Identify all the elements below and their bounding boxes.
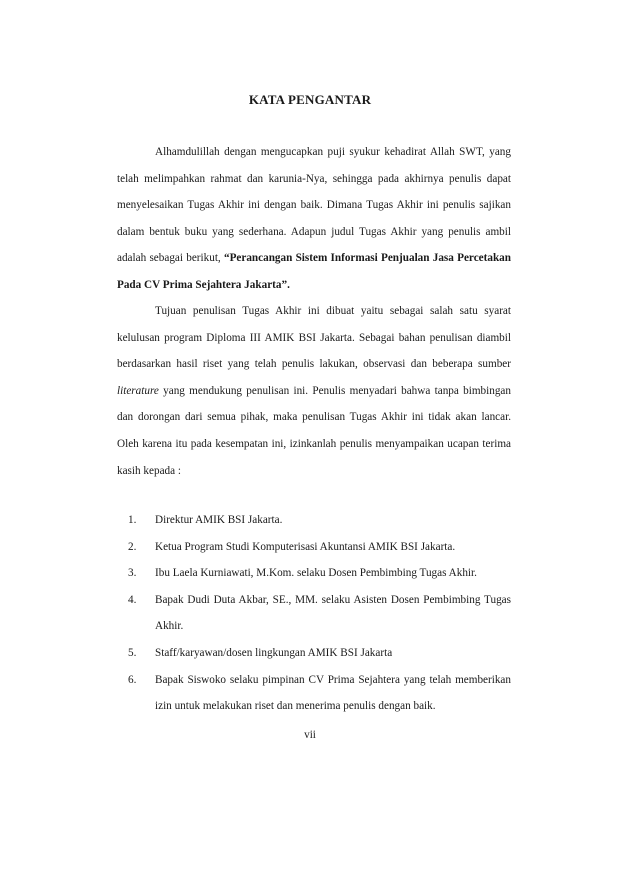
- paragraph-purpose-text-start: Tujuan penulisan Tugas Akhir ini dibuat yaitu sebagai salah satu syarat kelulusan program Diploma III AMIK BSI Jakarta. Sebagai bahan penulisan diambil berdasarkan hasil riset yang telah penulis lakukan, observasi dan beberapa sumber: [117, 305, 511, 371]
- list-item: [117, 587, 511, 640]
- list-item-number: 4.: [128, 593, 137, 606]
- list-item-text: Ketua Program Studi Komputerisasi Akuntansi AMIK BSI Jakarta.: [155, 540, 456, 553]
- paragraph-purpose: [117, 298, 511, 484]
- acknowledgement-list: [117, 507, 511, 720]
- list-item-number: 2.: [128, 540, 137, 553]
- list-item: [117, 560, 511, 587]
- list-item-number: 3.: [128, 567, 137, 580]
- paragraph-purpose-text-end: yang mendukung penulisan ini. Penulis menyadari bahwa tanpa bimbingan dan dorongan dari semua pihak, maka penulisan Tugas Akhir ini tidak akan lancar. Oleh karena itu pada kesempatan ini, izinkanlah penulis menyampaikan ucapan terima kasih kepada :: [117, 384, 511, 477]
- thesis-title: “Perancangan Sistem Informasi Penjualan Jasa Percetakan Pada CV Prima Sejahtera Jakarta”.: [117, 252, 511, 291]
- page-number: vii: [304, 729, 316, 741]
- page-title: KATA PENGANTAR: [248, 92, 372, 107]
- list-item: [117, 667, 511, 720]
- paragraph-opening-text: Alhamdulillah dengan mengucapkan puji syukur kehadirat Allah SWT, yang telah melimpahkan rahmat dan karunia-Nya, sehingga pada akhirnya penulis dapat menyelesaikan Tugas Akhir ini dengan baik. Dimana Tugas Akhir ini penulis sajikan dalam bentuk buku yang sederhana. Adapun judul Tugas Akhir yang penulis ambil adalah sebagai berikut,: [117, 146, 511, 265]
- list-item-text: Staff/karyawan/dosen lingkungan AMIK BSI Jakarta: [155, 646, 393, 659]
- paragraph-opening: [117, 139, 511, 299]
- list-item-number: 6.: [128, 673, 137, 686]
- list-item-text: Bapak Siswoko selaku pimpinan CV Prima Sejahtera yang telah memberikan izin untuk melakukan riset dan menerima penulis dengan baik.: [155, 673, 511, 713]
- list-item: [117, 507, 511, 534]
- list-item-text: Bapak Dudi Duta Akbar, SE., MM. selaku Asisten Dosen Pembimbing Tugas Akhir.: [155, 593, 511, 633]
- italic-term: literature: [117, 384, 159, 397]
- list-item-number: 1.: [128, 514, 137, 526]
- list-item-number: 5.: [128, 646, 137, 659]
- list-item-text: Ibu Laela Kurniawati, M.Kom. selaku Dosen Pembimbing Tugas Akhir.: [155, 567, 477, 580]
- list-item: [117, 640, 511, 667]
- list-item-text: Direktur AMIK BSI Jakarta.: [155, 514, 283, 526]
- list-item: [117, 534, 511, 561]
